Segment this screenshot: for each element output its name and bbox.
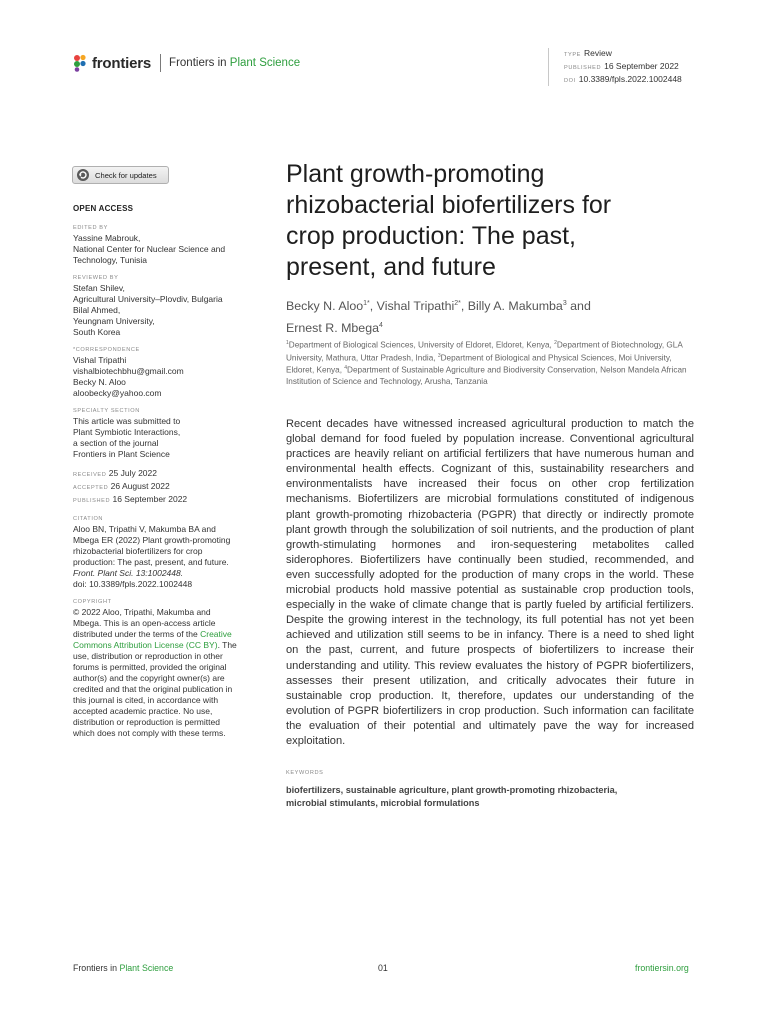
author-name[interactable]: Becky N. Aloo xyxy=(286,299,364,314)
citation-section: CITATION Aloo BN, Tripathi V, Makumba BA and Mbega ER (2022) Plant growth-promoting rhizobacterial biofertilizers for crop production: The past, present, and future. Front. Plant Sci. 13:1002448. doi: 10.3389/fpls.2022.1002448 xyxy=(73,516,231,589)
license-link[interactable]: Creative xyxy=(200,629,232,639)
frontiers-logo-icon xyxy=(73,54,89,72)
refresh-icon xyxy=(76,168,90,182)
correspondence-section: *CORRESPONDENCE Vishal Tripathi vishalbiotechbhu@gmail.com Becky N. Aloo aloobecky@yahoo.com xyxy=(73,346,253,399)
author-name[interactable]: Billy A. Makumba xyxy=(467,299,563,314)
dates-section: RECEIVED 25 July 2022 ACCEPTED 26 August 2022 PUBLISHED 16 September 2022 xyxy=(73,468,188,504)
journal-name[interactable]: Frontiers in Plant Science xyxy=(169,57,301,69)
author-name[interactable]: Vishal Tripathi xyxy=(376,299,455,314)
article-sidebar xyxy=(73,204,253,747)
keywords-heading: KEYWORDS xyxy=(286,770,324,776)
footer-journal[interactable]: Frontiers in Plant Science xyxy=(73,963,174,973)
email-link[interactable]: aloobecky@yahoo.com xyxy=(73,388,162,398)
reviewed-by-section: REVIEWED BY Stefan Shilev, Agricultural University–Plovdiv, Bulgaria Bilal Ahmed, Yeungnam University, South Korea xyxy=(73,275,223,337)
page-number: 01 xyxy=(378,963,388,973)
footer-site-link[interactable]: frontiersin.org xyxy=(635,963,689,973)
header-divider xyxy=(160,54,161,72)
author-list: Becky N. Aloo$^{1*}$, Vishal Tripathi$^{2*}$, Billy A. Makumba$^3$ and Ernest R. Mbega$^4$ xyxy=(286,299,591,336)
specialty-section: SPECIALTY SECTION This article was submitted to Plant Symbiotic Interactions, a section of the journal Frontiers in Plant Science xyxy=(73,408,181,459)
check-for-updates-button[interactable]: Check for updates xyxy=(72,166,169,184)
frontiers-logo[interactable] xyxy=(73,54,300,72)
brand-name: frontiers xyxy=(92,54,152,72)
meta-doi[interactable]: DOI 10.3389/fpls.2022.1002448 xyxy=(564,74,682,84)
affiliations: $^1$Department of Biological Sciences, University of Eldoret, Eldoret, Kenya, $^2$Department of Biotechnology, GLA University, Mathura, Uttar Pradesh, India, $^3$Department of Biological and Physical Sciences, Moi University, Eldoret, Kenya, $^4$Department of Sustainable Agriculture and Biodiversity Conservation, Nelson Mandela African Institution of Science and Technology, Arusha, Tanzania xyxy=(286,340,687,387)
meta-published: PUBLISHED 16 September 2022 xyxy=(564,61,679,71)
edited-by-section: EDITED BY Yassine Mabrouk, National Center for Nuclear Science and Technology, Tunisia xyxy=(73,225,226,265)
author-name[interactable]: Ernest R. Mbega xyxy=(286,321,379,336)
copyright-section: COPYRIGHT © 2022 Aloo, Tripathi, Makumba and Mbega. This is an open-access article distributed under the terms of the Creative Commons Attribution License (CC BY). The use, distribution or reproduction in other forums is permitted, provided the original author(s) and the copyright owner(s) are credited and that the original publication in this journal is cited, in accordance with accepted academic practice. No use, distribution or reproduction is permitted which does not comply with these terms. xyxy=(73,599,237,738)
open-access-label: OPEN ACCESS xyxy=(73,204,134,213)
keywords-list: biofertilizers, sustainable agriculture, plant growth-promoting rhizobacteria, microbial stimulants, microbial formulations xyxy=(286,785,618,808)
meta-type: TYPE Review xyxy=(564,48,612,58)
article-meta xyxy=(548,48,682,86)
abstract-text: Recent decades have witnessed increased agricultural production to match the global demand for food fueled by population increase. Conventional agricultural practices are heavily reliant on artificial fertilizers that have numerous human and environmental health effects. Cognizant of this, sustainability researchers and environmentalists have increased their focus on other crop fertilization mechanisms. Biofertilizers are microbial formulations constituted of indigenous plant growth-promoting rhizobacteria (PGPR) that directly or indirectly promote plant growth through the solubilization of soil nutrients, and the production of plant growth-stimulating hormones and iron-sequestering metabolites called siderophores. Biofertilizers have continually been studied, recommended, and even successfully adopted for the production of many crops in the world. These microbial products hold massive potential as sustainable crop production tools, especially in the wake of climate change that is partly fueled by artificial fertilizers. Despite the growing interest in the technology, its full potential has not yet been achieved and utilization still seems to be in infancy. There is a need to shed light on the past, current, and future prospects of biofertilizers to increase their understanding and utility. This review evaluates the history of PGPR biofertilizers, assesses their present utilization, and critically advocates their future in sustainable crop production. It, therefore, updates our understanding of the evolution of PGPR biofertilizers in crop production. Such information can facilitate the evaluation of their potential and ultimately pave the way for increased exploitation. xyxy=(286,418,694,747)
article-title: Plant growth-promoting rhizobacterial biofertilizers for crop production: The past, present, and future xyxy=(286,160,612,281)
license-link[interactable]: Commons Attribution License (CC BY) xyxy=(73,640,218,650)
email-link[interactable]: vishalbiotechbhu@gmail.com xyxy=(73,366,184,376)
